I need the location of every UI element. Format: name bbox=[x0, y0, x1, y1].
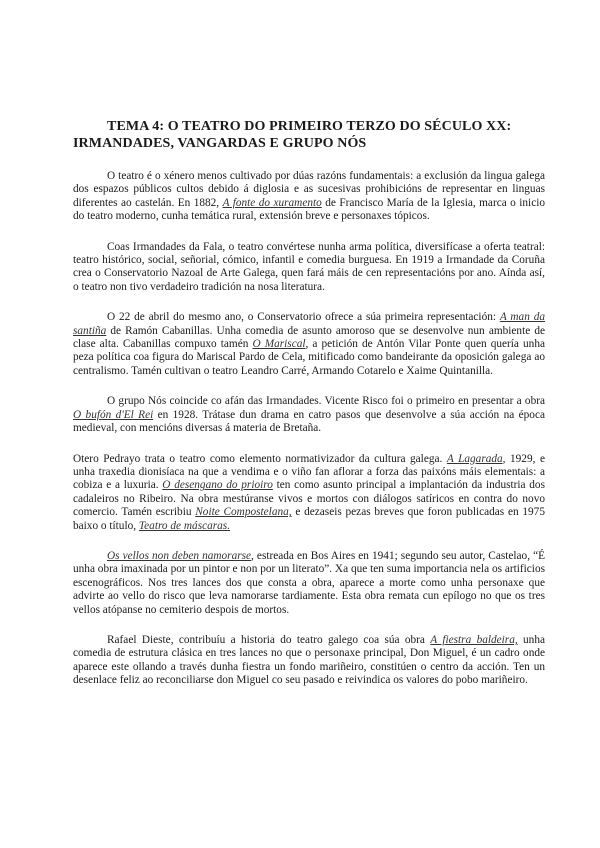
work-title: Teatro de máscaras. bbox=[138, 519, 231, 532]
paragraph bbox=[73, 170, 545, 224]
work-title: A Lagarada, bbox=[446, 452, 506, 465]
work-title: O desengano do prioiro bbox=[162, 479, 273, 492]
paragraph-text: Rafael Dieste, contribuíu a historia do teatro galego coa súa obra bbox=[107, 633, 431, 646]
work-title: A man da santiña bbox=[73, 311, 545, 337]
document-title: TEMA 4: O TEATRO DO PRIMEIRO TERZO DO SÉCULO XX: IRMANDADES, VANGARDAS E GRUPO NÓS bbox=[73, 119, 512, 151]
document-body bbox=[73, 170, 545, 688]
paragraph-text: unha comedia de estrutura clásica en tres lances no que o personaxe principal, Don Miguel, é un cadro onde aparece este ollando a través dunha fiestra un fondo mariñeiro, constitúen o centro da acción. Ten un desenlace feliz ao reconciliarse don Miguel co seu pasado e reivindica os valores do pobo mariñeiro. bbox=[73, 633, 545, 687]
paragraph bbox=[73, 550, 545, 617]
paragraph-text: O teatro é o xénero menos cultivado por dúas razóns fundamentais: a exclusión da lingua galega dos espazos públicos cultos debido á diglosia e as sucesivas prohibicións de representar en linguas diferentes ao castelán. En 1882, bbox=[73, 170, 545, 209]
work-title: Os vellos non deben namorarse bbox=[107, 549, 252, 562]
paragraph-text: e dezaseis pezas breves que foron publicadas en 1975 baixo o título, bbox=[73, 506, 545, 532]
paragraph-text: Coas Irmandades da Fala, o teatro convértese nunha arma política, diversifícase a oferta teatral: teatro histórico, social, señorial, cómico, infantil e comedia burguesa. En 1919 a Irmandade da Coruña crea o Conservatorio Nazoal de Arte Galega, quen fará máis de cen representacións por ano. Aínda así, o teatro non tivo verdadeiro tradición na nosa literatura. bbox=[73, 240, 545, 293]
work-title: O bufón d'El Rei bbox=[73, 408, 154, 421]
work-title: A fonte do xuramento bbox=[222, 196, 322, 209]
paragraph bbox=[73, 241, 545, 295]
paragraph-text: Otero Pedrayo trata o teatro como elemento normativizador da cultura galega. bbox=[73, 452, 447, 465]
paragraph-text: ten como asunto principal a implantación da industria dos cadaleiros no Ribeiro. Na obra mestúranse vivos e mortos con diálogos satíricos en contra do novo comercio. Tamén escribiu bbox=[73, 479, 545, 519]
work-title: A fiestra baldeira, bbox=[430, 633, 518, 646]
work-title: Noite Compostelana, bbox=[195, 506, 292, 519]
paragraph bbox=[73, 634, 545, 688]
paragraph bbox=[73, 311, 545, 378]
paragraph-text: , a petición de Antón Vilar Ponte quen quería unha peza política coa figura do Mariscal Pardo de Cela, mitificado como bandeirante da oposición galega ao centralismo. Tamén cultivan o teatro Leandro Carré, Armando Cotarelo e Xaime Quintanilla. bbox=[73, 338, 545, 377]
paragraph-text: O grupo Nós coincide co afán das Irmandades. Vicente Risco foi o primeiro en presentar a obra bbox=[107, 395, 545, 408]
paragraph bbox=[73, 453, 545, 533]
paragraph-text: de Ramón Cabanillas. Unha comedia de asunto amoroso que se desenvolve nun ambiente de clase alta. Cabanillas compuxo tamén bbox=[73, 324, 545, 351]
paragraph-text: en 1928. Trátase dun drama en catro pasos que desenvolve a súa acción na época medieval, con mencións diversas á materia de Bretaña. bbox=[73, 408, 545, 435]
paragraph-text: O 22 de abril do mesmo ano, o Conservatorio ofrece a súa primeira representación: bbox=[107, 311, 500, 324]
paragraph-text: de Francisco María de la Iglesia, marca o inicio do teatro moderno, cunha temática rural, extensión breve e personaxes tópicos. bbox=[73, 196, 545, 223]
paragraph bbox=[73, 395, 545, 435]
paragraph-text: 1929, e unha traxedia dionisíaca na que a vendima e o viño fan aflorar a forza das paixóns máis elementais: a cobiza e a luxuria. bbox=[73, 452, 545, 492]
paragraph-text: , estreada en Bos Aires en 1941; segundo seu autor, Castelao, “É unha obra imaxinada por un pintor e non por un literato”. Xa que ten suma importancia nela os artificios escenográficos. Nos tres lances dos que consta a obra, aparece a morte como unha personaxe que advirte ao vello do risco que leva namorarse tardiamente. Esta obra remata cun epílogo no que os tres vellos atópanse no cemiterio despois de mortos. bbox=[73, 549, 546, 616]
work-title: O Mariscal bbox=[252, 338, 306, 351]
